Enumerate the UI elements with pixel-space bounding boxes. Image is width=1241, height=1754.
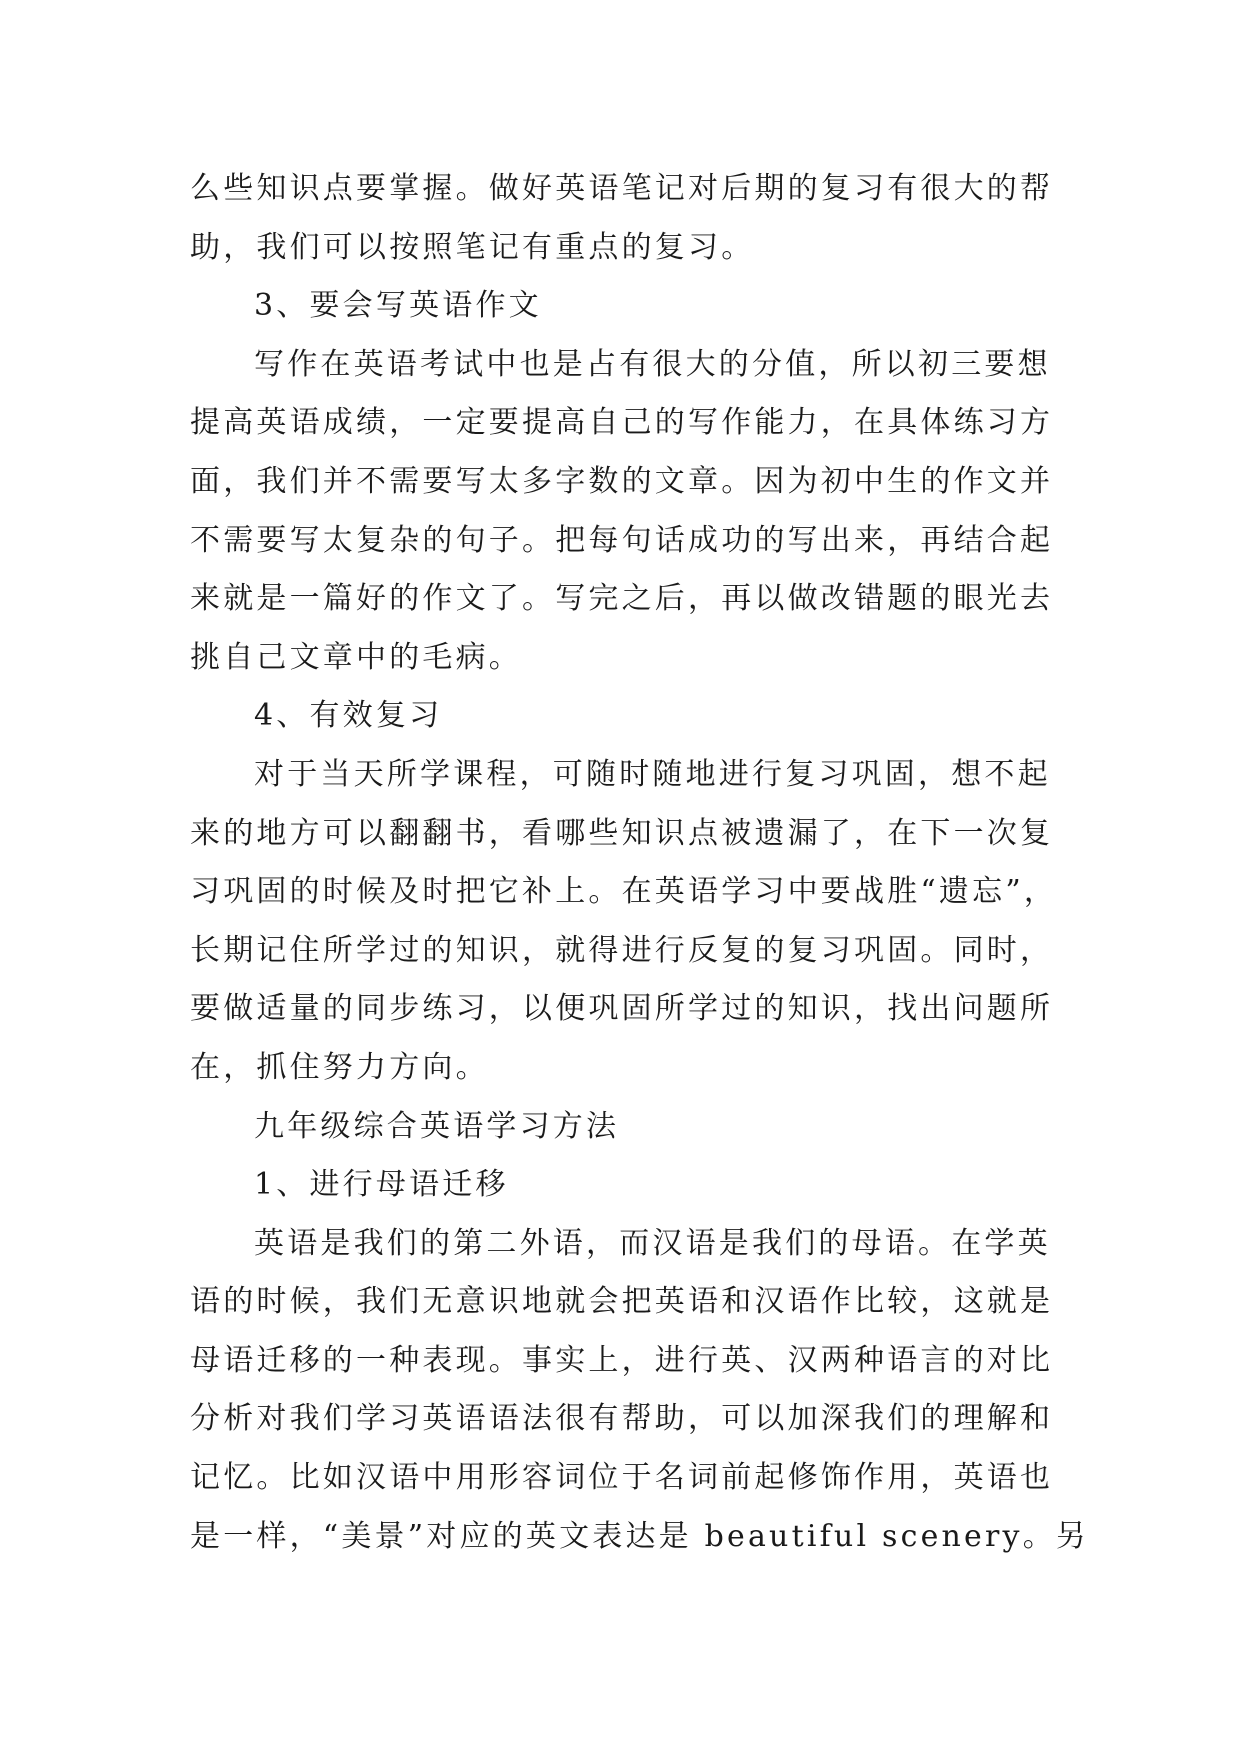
- paragraph-first-line: 英语是我们的第二外语，而汉语是我们的母语。在学英: [254, 1225, 1051, 1261]
- body-line: 要做适量的同步练习，以便巩固所学过的知识，找出问题所: [190, 991, 1054, 1027]
- body-line: 挑自己文章中的毛病。: [190, 639, 522, 675]
- body-line: 语的时候，我们无意识地就会把英语和汉语作比较，这就是: [190, 1284, 1054, 1320]
- section-heading: 1、进行母语迁移: [254, 1167, 509, 1203]
- body-line: 助，我们可以按照笔记有重点的复习。: [190, 229, 755, 265]
- body-line: 母语迁移的一种表现。事实上，进行英、汉两种语言的对比: [190, 1342, 1054, 1378]
- section-heading: 4、有效复习: [254, 698, 443, 734]
- body-line: 面，我们并不需要写太多字数的文章。因为初中生的作文并: [190, 463, 1054, 499]
- body-line: 在，抓住努力方向。: [190, 1049, 489, 1085]
- body-line: 提高英语成绩，一定要提高自己的写作能力，在具体练习方: [190, 405, 1054, 441]
- body-line: 么些知识点要掌握。做好英语笔记对后期的复习有很大的帮: [190, 171, 1054, 206]
- body-line: 来的地方可以翻翻书，看哪些知识点被遗漏了，在下一次复: [190, 815, 1054, 851]
- body-line: 记忆。比如汉语中用形容词位于名词前起修饰作用，英语也: [190, 1460, 1054, 1496]
- body-line: 不需要写太复杂的句子。把每句话成功的写出来，再结合起: [190, 522, 1054, 558]
- body-line: 分析对我们学习英语语法很有帮助，可以加深我们的理解和: [190, 1401, 1054, 1437]
- body-line: 来就是一篇好的作文了。写完之后，再以做改错题的眼光去: [190, 581, 1054, 617]
- body-line: 是一样，“美景”对应的英文表达是 beautiful scenery。另: [190, 1518, 1090, 1554]
- document-body: [190, 160, 1090, 1566]
- body-line: 习巩固的时候及时把它补上。在英语学习中要战胜“遗忘”，: [190, 874, 1058, 910]
- paragraph-first-line: 写作在英语考试中也是占有很大的分值，所以初三要想: [254, 346, 1051, 382]
- section-title: 九年级综合英语学习方法: [254, 1108, 620, 1144]
- paragraph-first-line: 对于当天所学课程，可随时随地进行复习巩固，想不起: [254, 756, 1051, 792]
- section-heading: 3、要会写英语作文: [254, 288, 542, 324]
- body-line: 长期记住所学过的知识，就得进行反复的复习巩固。同时，: [190, 932, 1054, 968]
